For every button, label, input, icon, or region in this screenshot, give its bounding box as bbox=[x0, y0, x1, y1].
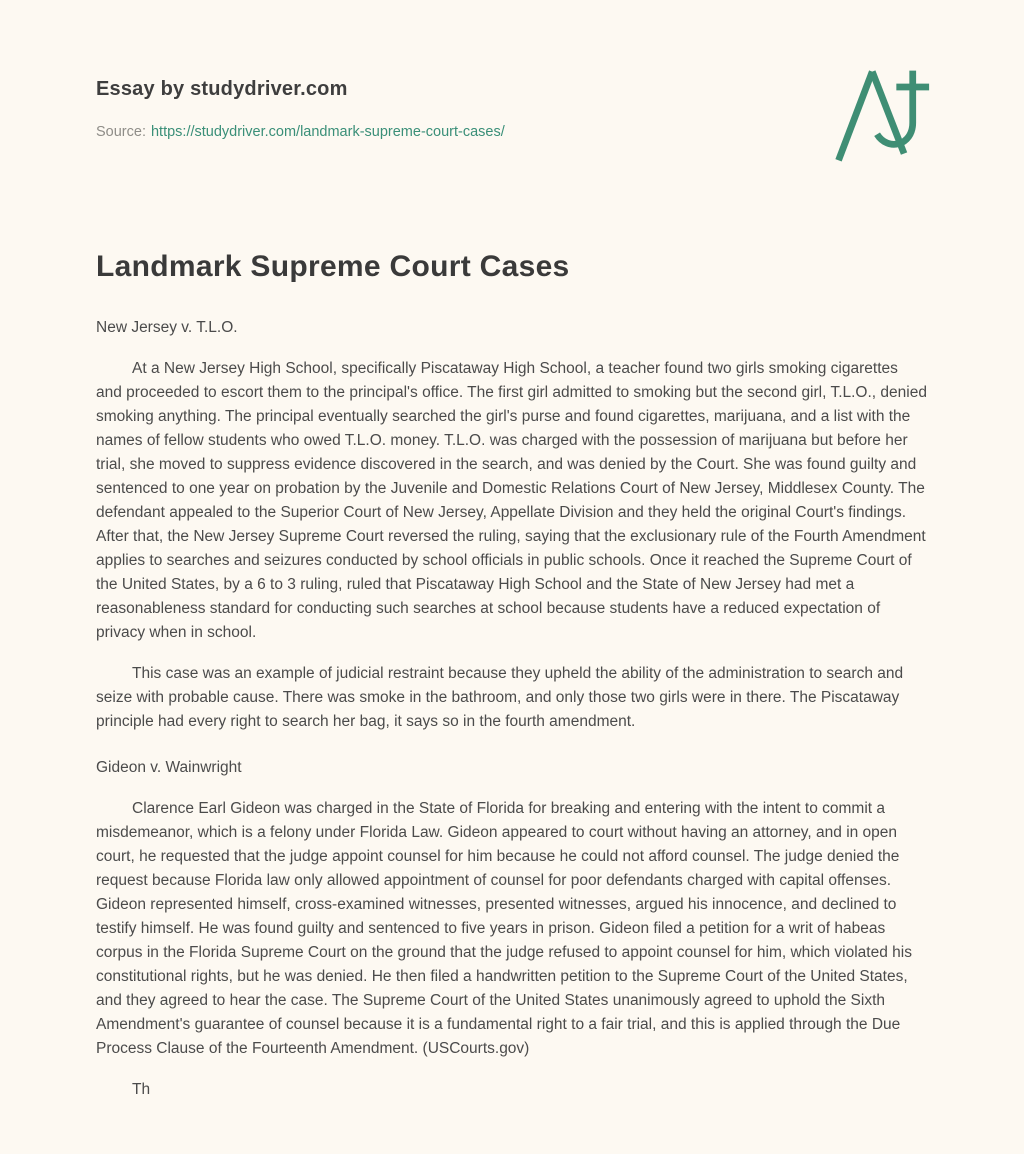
case-heading-new-jersey: New Jersey v. T.L.O. bbox=[96, 319, 238, 336]
essay-content bbox=[96, 250, 928, 1102]
byline: Essay by studydriver.com bbox=[96, 78, 348, 100]
paragraph: At a New Jersey High School, specifically Piscataway High School, a teacher found two girls smoking cigarettes and proceeded to escort them to the principal's office. The first girl admitted to smoking but the second girl, T.L.O., denied smoking anything. The principal eventually searched the girl's purse and found cigarettes, marijuana, and a list with the names of fellow students who owed T.L.O. money. T.L.O. was charged with the possession of marijuana but before her trial, she moved to suppress evidence discovered in the search, and was denied by the Court. She was found guilty and sentenced to one year on probation by the Juvenile and Domestic Relations Court of New Jersey, Middlesex County. The defendant appealed to the Superior Court of New Jersey, Appellate Division and they held the original Court's findings. After that, the New Jersey Supreme Court reversed the ruling, saying that the exclusionary rule of the Fourth Amendment applies to searches and seizures conducted by school officials in public schools. Once it reached the Supreme Court of the United States, by a 6 to 3 ruling, ruled that Piscataway High School and the State of New Jersey had met a reasonableness standard for conducting such searches at school because students have a reduced expectation of privacy when in school. bbox=[96, 360, 927, 641]
studydriver-logo-icon bbox=[826, 66, 932, 164]
source-line bbox=[96, 124, 928, 140]
paragraph: Clarence Earl Gideon was charged in the State of Florida for breaking and entering with the intent to commit a misdemeanor, which is a felony under Florida Law. Gideon appeared to court without having an attorney, and in open court, he requested that the judge appoint counsel for him because he could not afford counsel. The judge denied the request because Florida law only allowed appointment of counsel for poor defendants charged with capital offenses. Gideon represented himself, cross-examined witnesses, presented witnesses, argued his innocence, and declined to testify himself. He was found guilty and sentenced to five years in prison. Gideon filed a petition for a writ of habeas corpus in the Florida Supreme Court on the ground that the judge refused to appoint counsel for him, which violated his constitutional rights, but he was denied. He then filed a handwritten petition to the Supreme Court of the United States, and they agreed to hear the case. The Supreme Court of the United States unanimously agreed to uphold the Sixth Amendment's guarantee of counsel because it is a fundamental right to a fair trial, and this is applied through the Due Process Clause of the Fourteenth Amendment. (USCourts.gov) bbox=[96, 800, 912, 1057]
source-label: Source: bbox=[96, 124, 146, 140]
header bbox=[96, 78, 928, 140]
essay-title: Landmark Supreme Court Cases bbox=[96, 250, 570, 283]
paragraph: This case was an example of judicial restraint because they upheld the ability of the administration to search and seize with probable cause. There was smoke in the bathroom, and only those two girls were in there. The Piscataway principle had every right to search her bag, it says so in the fourth amendment. bbox=[96, 665, 904, 730]
source-link[interactable]: https://studydriver.com/landmark-supreme-court-cases/ bbox=[150, 124, 505, 140]
paragraph-truncated: Th bbox=[132, 1081, 151, 1098]
case-heading-gideon: Gideon v. Wainwright bbox=[96, 759, 242, 776]
